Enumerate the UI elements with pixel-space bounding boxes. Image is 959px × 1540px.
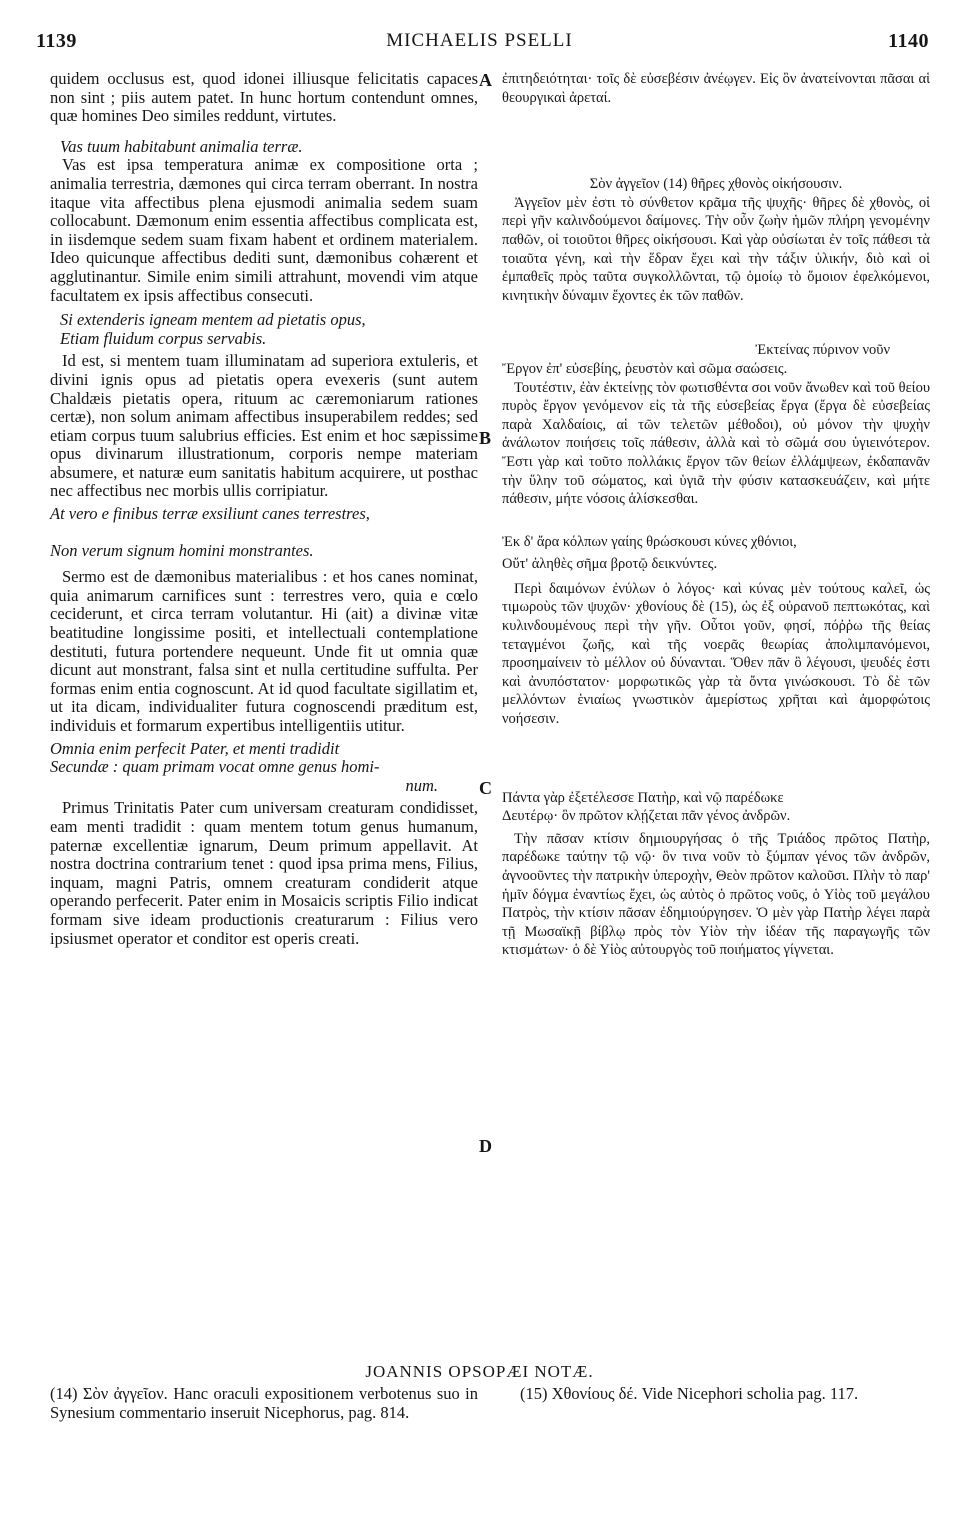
latin-column bbox=[50, 70, 478, 948]
section-marker-c: C bbox=[479, 778, 492, 798]
greek-column bbox=[502, 70, 930, 960]
greek-paragraph: Τὴν πᾶσαν κτίσιν δημιουργήσας ὁ τῆς Τριάδος πρῶτος Πατὴρ, παρέδωκε ταύτην τῷ νῷ· ὃν τινα νοῦν τὸ ξύμπαν γένος τῶν ἀνδρῶν, ἀγνοοῦντες τὴν πατρικὴν ὑπεροχὴν, Θεὸν πρῶτον καλοῦσι. Πλὴν τὸ παρ' ἡμῖν δόγμα ἐναντίως ἔχει, ὡς αὐτὸς ὁ πρῶτος νοῦς, ὁ Υἱὸς τοῦ μεγάλου Πατρὸς, τὴν κτίσιν πᾶσαν ἐδημιούργησεν. Ὁ μὲν γὰρ Πατὴρ λέγει παρὰ τῇ Μωσαϊκῇ βίβλῳ πρὸς τὸν Υἱὸν τὴν ἰδέαν τῆς παραγωγῆς τῶν κτισμάτων· ὁ δὲ Υἱὸς αὐτουργὸς τοῦ ποιήματος γίγνεται. bbox=[502, 830, 930, 959]
greek-verse: Ἔργον ἐπ' εὐσεβίης, ῥευστὸν καὶ σῶμα σαώσεις. bbox=[502, 360, 788, 377]
section-marker-b: B bbox=[479, 428, 492, 448]
latin-paragraph: Primus Trinitatis Pater cum universam creaturam condidisset, eam menti tradidit : quam mentem totum genus humanum, paternæ excellentiæ ignarum, Deum primum appellavit. At nostra doctrina contrarium tenet : quod ipsa prima mens, Filius, inquam, magni Patris, omnem creaturam condiderit atque operando perfecerit. Pater enim in Mosaicis scriptis Filio indicat formam sive ideam productionis creaturarum : Filius vero ipsiusmet operator et conditor est operis creati. bbox=[50, 798, 478, 948]
latin-verse: Non verum signum homini monstrantes. bbox=[50, 540, 314, 560]
greek-paragraph: ἐπιτηδειότηται· τοῖς δὲ εὐσεβέσιν ἀνέῳγεν. Εἰς ὃν ἀνατείνονται πᾶσαι αἱ θεουργικαὶ ἀρεταί. bbox=[502, 71, 930, 106]
latin-paragraph: Sermo est de dæmonibus materialibus : et hos canes nominat, quia animarum carnifices sunt : terrestres vero, quia e cœlo ceciderunt, et circa terram volutantur. Hi (ait) a divinæ vitæ beatitudine longissime positi, et intellectuali contemplatione destituti, futura portendere nequeunt. Unde fit ut omnia quæ dicunt aut monstrant, falsa sint et nulla certitudine suffulta. Per formas enim entia cognoscunt. At id quod facultate sigillatim et, ut ita dicam, individualiter futura cognoscendi præditum est, individuis et formarum expertibus intelligentiis utitur. bbox=[50, 567, 478, 735]
latin-paragraph: quidem occlusus est, quod idonei illiusque felicitatis capaces non sint ; piis autem patet. In hunc hortum contendunt omnes, quæ homines Deo similes reddunt, virtutes. bbox=[50, 69, 478, 126]
notes-heading: JOANNIS OPSOPÆI NOTÆ. bbox=[365, 1362, 594, 1381]
latin-verse: Vas tuum habitabunt animalia terræ. bbox=[60, 136, 303, 156]
right-page-number: 1140 bbox=[888, 30, 929, 52]
latin-verse: Secundæ : quam primam vocat omne genus homi- bbox=[50, 757, 380, 777]
latin-verse: num. bbox=[405, 775, 438, 795]
greek-verse: Σὸν ἀγγεῖον (14) θῆρες χθονὸς οἰκήσουσιν. bbox=[589, 176, 843, 193]
greek-paragraph: Τουτέστιν, ἐὰν ἐκτείνῃς τὸν φωτισθέντα σοι νοῦν ἄνωθεν καὶ τοῦ θείου πυρὸς ἔργον γενόμενον εἰς τὰ τῆς εὐσεβείας ἔργα (ἔργα δὲ εὐσεβείας παρὰ Χαλδαίοις, αἱ τῶν τελετῶν μέθοδοι), οὐ μόνον τὴν ψυχὴν ἀνάλωτον ποιήσεις τοῖς πάθεσιν, ἀλλὰ καὶ τὸ σῶμά σου ὑγιεινότερον. Ἔστι γὰρ καὶ τοῦτο πολλάκις ἔργον τῶν θείων ἐλλάμψεων, ἐκδαπανᾶν τὴν ὕλην τοῦ σώματος, καὶ ὑγιᾶ τὴν φύσιν κατασκευάζειν, καὶ μήτε πάθεσιν, μήτε νόσοις ἁλίσκεσθαι. bbox=[502, 379, 930, 508]
greek-paragraph: Ἀγγεῖον μὲν ἐστι τὸ σύνθετον κρᾶμα τῆς ψυχῆς· θῆρες δὲ χθονὸς, οἱ περὶ γῆν καλινδούμενοι δαίμονες. Τὴν οὖν ζωὴν ἡμῶν πλήρη γενομένην παθῶν, οἱ τοιοῦτοι θῆρες οἰκήσουσι. Καὶ γὰρ οὐσίωται ἐν τοῖς πάθεσι τὰ τοιαῦτα γένη, καὶ τὴν ἕδραν ἔχει καὶ τὴν τάξιν ὑλικήν, διὸ καὶ οἱ ἐμπαθεῖς πρὸς ταῦτα συγκολλῶνται, τῷ ὁμοίῳ τὸ ὅμοιον ἐφελκόμενοι, κινητικὴν δύναμιν ἔχοντες ἐκ τῶν παθῶν. bbox=[502, 194, 930, 304]
greek-verse: Ἐκτείνας πύρινον νοῦν bbox=[755, 342, 890, 359]
latin-paragraph: Id est, si mentem tuam illuminatam ad superiora extuleris, et divini ignis opus ad pietatis opera evexeris (sunt autem Chaldæis pietatis opera, rituum ac cæremoniarum rationes certæ), non solum animam affectibus insuperabilem reddes; sed etiam corpus tuum salubrius efficies. Est enim et hoc sæpissime opus divinarum illustrationum, corporis nempe materiam absumere, et naturæ eum sanitatis habitum acquirere, ut posthac nec affectibus nec morbis ullis corripiatur. bbox=[50, 351, 478, 501]
latin-paragraph: Vas est ipsa temperatura animæ ex compositione orta ; animalia terrestria, dæmones qui circa terram oberrant. In nostra itaque vita affectibus plena ejusmodi animalia sedem suam collocabunt. Dæmonum enim essentia affectibus complicata est, in iisdemque sedem suam fixam habent et ordinem materialem. Ideo quicunque affectibus dediti sunt, dæmonibus cohærent et agglutinantur. Simile enim simili attrahunt, movendi vim atque facultatem ex ipsis affectibus consecuti. bbox=[50, 155, 478, 305]
latin-verse: Omnia enim perfecit Pater, et menti tradidit bbox=[50, 738, 340, 758]
left-page-number: 1139 bbox=[36, 30, 77, 52]
latin-verse: Etiam fluidum corpus servabis. bbox=[60, 328, 267, 348]
greek-verse: Οὔτ' ἀληθὲς σῆμα βροτῷ δεικνύντες. bbox=[502, 556, 718, 573]
greek-paragraph: Περὶ δαιμόνων ἐνύλων ὁ λόγος· καὶ κύνας μὲν τούτους καλεῖ, ὡς τιμωροὺς τῶν ψυχῶν· χθονίους δὲ (15), ὡς ἐξ οὐρανοῦ πεπτωκότας, καὶ κυλινδουμένους περὶ τὴν γῆν. Οὗτοι γοῦν, φησί, πόῤῥω τῆς θείας τεταγμένοι ζωῆς, καὶ τῆς νοερᾶς θεωρίας ἀπολιμπανόμενοι, προσημαίνειν τὸ μέλλον οὐ δύνανται. Ὅθεν πᾶν ὃ λέγουσι, ψευδές ἐστι καὶ ἀνυπόστατον· μορφωτικῶς γὰρ τὰ ὄντα γινώσκουσι. Τὸ δὲ τῶν μελλόντων ἑνιαίως γνωστικὸν ἀμερίστως χρῆται καὶ ἀμορφώτοις νοήσεσιν. bbox=[502, 580, 930, 728]
running-title: MICHAELIS PSELLI bbox=[386, 30, 573, 51]
greek-verse: Ἐκ δ' ἄρα κόλπων γαίης θρώσκουσι κύνες χθόνιοι, bbox=[502, 533, 797, 550]
latin-verse: At vero e finibus terræ exsiliunt canes terrestres, bbox=[50, 504, 370, 524]
footnote-14: (14) Σὸν ἀγγεῖον. Hanc oraculi expositionem verbotenus suo in Synesium commentario inseruit Nicephorus, pag. 814. bbox=[50, 1384, 478, 1422]
section-marker-d: D bbox=[479, 1136, 492, 1156]
greek-verse: Πάντα γὰρ ἐξετέλεσσε Πατὴρ, καὶ νῷ παρέδωκε bbox=[502, 789, 784, 806]
footnote-15: (15) Χθονίους δέ. Vide Nicephori scholia pag. 117. bbox=[520, 1384, 859, 1403]
section-marker-a: A bbox=[479, 70, 492, 90]
greek-verse: Δευτέρῳ· ὃν πρῶτον κλῄζεται πᾶν γένος ἀνδρῶν. bbox=[502, 808, 791, 825]
latin-verse: Si extenderis igneam mentem ad pietatis opus, bbox=[60, 310, 366, 330]
